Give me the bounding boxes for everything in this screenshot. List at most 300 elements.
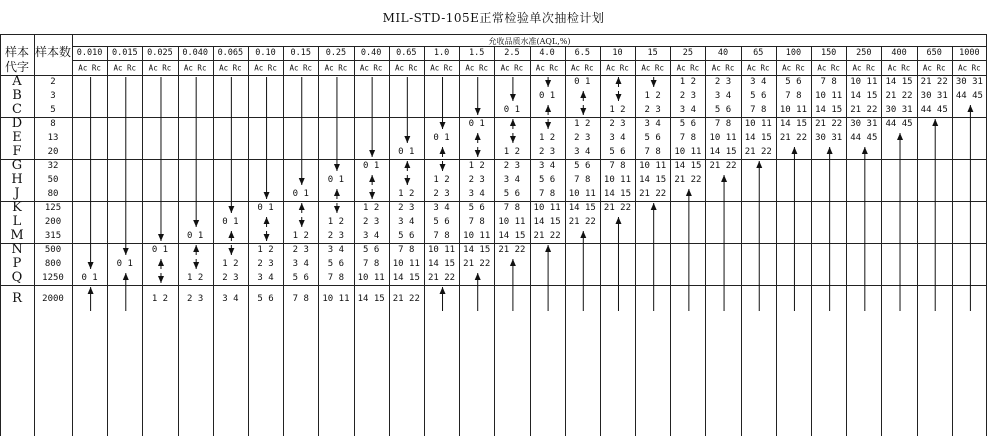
acrc-value: 14 15 [850, 91, 878, 101]
acrc-value: 10 11 [322, 294, 350, 304]
acrc-value: 0 1 [468, 119, 485, 129]
acrc-value: 0 1 [362, 161, 380, 171]
acrc-label: Ac Rc [395, 63, 418, 72]
acrc-value: 10 11 [357, 273, 385, 283]
arrow-up-icon [404, 161, 410, 168]
arrow-up-icon [756, 161, 762, 168]
sample-size: 80 [47, 189, 59, 199]
acrc-value: 3 4 [503, 175, 521, 185]
acrc-value: 21 22 [392, 294, 420, 304]
acrc-label: Ac Rc [78, 63, 101, 72]
sample-code: A [12, 74, 22, 89]
acrc-value: 1 2 [538, 133, 556, 143]
sample-code-header: 样本代字 [4, 45, 29, 74]
aql-level-label: 65 [753, 48, 764, 58]
acrc-value: 0 1 [81, 273, 98, 283]
acrc-value: 10 11 [744, 119, 772, 129]
arrow-down-icon [404, 178, 410, 185]
sample-code: J [14, 186, 20, 201]
arrow-down-icon [545, 80, 551, 87]
acrc-value: 7 8 [785, 91, 802, 101]
acrc-label: Ac Rc [289, 63, 313, 72]
acrc-label: Ac Rc [958, 63, 981, 72]
acrc-value: 7 8 [820, 77, 837, 87]
acrc-value: 0 1 [187, 231, 204, 241]
acrc-value: 3 4 [222, 294, 239, 304]
arrow-up-icon [721, 175, 727, 182]
arrow-up-icon [862, 147, 868, 154]
acrc-label: Ac Rc [113, 63, 137, 72]
acrc-value: 0 1 [327, 175, 345, 185]
acrc-value: 21 22 [533, 231, 561, 241]
arrow-up-icon [791, 147, 797, 154]
sample-size: 13 [47, 133, 59, 143]
acrc-value: 30 31 [920, 91, 948, 101]
acrc-value: 1 2 [151, 294, 169, 304]
acrc-label: Ac Rc [676, 63, 700, 72]
acrc-value: 5 6 [468, 203, 485, 213]
acrc-label: Ac Rc [430, 63, 453, 72]
acrc-value: 14 15 [427, 259, 456, 269]
acrc-value: 0 1 [433, 133, 450, 143]
acrc-value: 1 2 [187, 273, 204, 283]
acrc-label: Ac Rc [782, 63, 805, 72]
sample-code: M [10, 228, 24, 243]
acrc-value: 5 6 [433, 217, 450, 227]
arrow-down-icon [580, 108, 586, 115]
aql-level-label: 0.40 [360, 48, 382, 58]
acrc-value: 0 1 [574, 77, 591, 87]
arrow-up-icon [580, 231, 586, 238]
acrc-value: 14 15 [392, 273, 420, 283]
acrc-value: 30 31 [885, 105, 913, 115]
acrc-value: 14 15 [603, 189, 632, 199]
arrow-down-icon [228, 206, 234, 213]
acrc-value: 3 4 [257, 273, 274, 283]
acrc-value: 0 1 [257, 203, 274, 213]
sample-size: 50 [47, 175, 59, 185]
sample-size-header: 样本数 [35, 45, 72, 59]
arrow-down-icon [299, 178, 305, 185]
arrow-up-icon [228, 231, 234, 238]
acrc-value: 7 8 [503, 203, 521, 213]
arrow-down-icon [545, 122, 551, 129]
aql-level-label: 1.5 [469, 48, 485, 58]
sample-code: E [12, 130, 22, 145]
acrc-value: 5 6 [679, 119, 696, 129]
aql-level-label: 0.65 [396, 48, 417, 58]
acrc-value: 14 15 [885, 77, 913, 87]
acrc-value: 21 22 [815, 119, 843, 129]
acrc-value: 10 11 [709, 133, 737, 143]
acrc-label: Ac Rc [852, 63, 876, 72]
sample-code: R [12, 291, 22, 306]
aql-level-label: 1.0 [433, 48, 450, 58]
acrc-label: Ac Rc [465, 63, 488, 72]
sample-size: 2000 [42, 294, 64, 304]
acrc-value: 14 15 [568, 203, 596, 213]
acrc-value: 1 2 [362, 203, 380, 213]
acrc-value: 1 2 [574, 119, 591, 129]
acrc-label: Ac Rc [359, 63, 383, 72]
sample-code: F [12, 144, 22, 159]
arrow-up-icon [967, 105, 973, 112]
arrow-up-icon [475, 133, 481, 140]
acrc-value: 21 22 [639, 189, 667, 199]
acrc-value: 10 11 [427, 245, 456, 255]
acrc-value: 44 45 [920, 105, 948, 115]
acrc-value: 7 8 [644, 147, 661, 157]
sample-size: 32 [47, 161, 59, 171]
acrc-value: 21 22 [427, 273, 456, 283]
arrow-up-icon [158, 259, 164, 266]
acrc-value: 3 4 [433, 203, 450, 213]
sample-size: 200 [44, 217, 62, 227]
acrc-value: 7 8 [714, 119, 732, 129]
sample-size: 5 [50, 105, 56, 115]
acrc-value: 1 2 [222, 259, 239, 269]
arrow-up-icon [440, 147, 446, 154]
acrc-label: Ac Rc [922, 63, 946, 72]
acrc-value: 10 11 [850, 77, 878, 87]
acrc-value: 3 4 [714, 91, 732, 101]
acrc-value: 1 2 [468, 161, 485, 171]
acrc-value: 10 11 [639, 161, 667, 171]
acrc-value: 3 4 [750, 77, 767, 87]
aql-level-label: 0.10 [255, 48, 276, 58]
acrc-value: 2 3 [433, 189, 450, 199]
acrc-value: 5 6 [362, 245, 380, 255]
arrow-up-icon [88, 287, 94, 294]
acrc-value: 44 45 [885, 119, 913, 129]
acrc-label: Ac Rc [254, 63, 277, 72]
acrc-value: 2 3 [187, 294, 204, 304]
acrc-value: 3 4 [468, 189, 485, 199]
acrc-value: 2 3 [257, 259, 274, 269]
acrc-value: 21 22 [779, 133, 807, 143]
arrow-up-icon [615, 217, 621, 224]
acrc-label: Ac Rc [570, 63, 594, 72]
acrc-value: 5 6 [609, 147, 626, 157]
acrc-value: 5 6 [292, 273, 309, 283]
acrc-value: 21 22 [744, 147, 772, 157]
acrc-value: 2 3 [538, 147, 556, 157]
arrow-up-icon [510, 259, 516, 266]
arrow-down-icon [158, 276, 164, 283]
acrc-value: 0 1 [503, 105, 521, 115]
acrc-value: 2 3 [503, 161, 521, 171]
arrow-down-icon [299, 220, 305, 227]
acrc-label: Ac Rc [183, 63, 207, 72]
aql-header: 允收品质水准(AQL,%) [488, 37, 571, 46]
sample-size: 2 [50, 77, 56, 87]
arrow-down-icon [193, 262, 199, 269]
acrc-value: 5 6 [538, 175, 556, 185]
sample-code: L [12, 214, 22, 229]
sample-code: H [11, 172, 23, 187]
aql-level-label: 0.010 [76, 48, 103, 58]
acrc-value: 1 2 [433, 175, 450, 185]
arrow-down-icon [404, 136, 410, 143]
arrow-up-icon [897, 133, 903, 140]
acrc-label: Ac Rc [219, 63, 242, 72]
acrc-value: 10 11 [674, 147, 702, 157]
acrc-value: 1 2 [503, 147, 521, 157]
arrow-up-icon [827, 147, 833, 154]
aql-level-label: 25 [682, 48, 693, 58]
acrc-value: 2 3 [714, 77, 732, 87]
sample-code: Q [11, 270, 23, 285]
arrow-down-icon [475, 150, 481, 157]
acrc-value: 21 22 [674, 175, 702, 185]
acrc-value: 0 1 [151, 245, 169, 255]
acrc-value: 5 6 [327, 259, 345, 269]
acrc-label: Ac Rc [500, 63, 524, 72]
arrow-down-icon [651, 80, 657, 87]
acrc-value: 14 15 [709, 147, 737, 157]
acrc-value: 7 8 [750, 105, 767, 115]
sample-code: C [12, 102, 22, 117]
acrc-value: 3 4 [327, 245, 345, 255]
aql-level-label: 400 [891, 48, 907, 58]
aql-level-label: 0.15 [290, 48, 311, 58]
arrow-down-icon [369, 150, 375, 157]
aql-level-label: 0.040 [182, 48, 208, 58]
acrc-value: 3 4 [398, 217, 415, 227]
arrow-down-icon [510, 94, 516, 101]
aql-level-label: 4.0 [539, 48, 555, 58]
arrow-up-icon [510, 119, 516, 126]
arrow-up-icon [932, 119, 938, 126]
acrc-value: 14 15 [639, 175, 667, 185]
acrc-value: 0 1 [538, 91, 556, 101]
sample-code: N [11, 242, 23, 257]
acrc-value: 14 15 [357, 294, 385, 304]
acrc-value: 10 11 [498, 217, 526, 227]
acrc-value: 5 6 [503, 189, 521, 199]
arrow-down-icon [264, 192, 270, 199]
acrc-value: 3 4 [609, 133, 626, 143]
aql-level-label: 0.025 [147, 48, 173, 58]
aql-level-label: 6.5 [574, 48, 590, 58]
acrc-value: 21 22 [885, 91, 913, 101]
acrc-value: 10 11 [779, 105, 807, 115]
aql-level-label: 0.015 [111, 48, 138, 58]
aql-level-label: 10 [612, 48, 623, 58]
acrc-value: 0 1 [222, 217, 239, 227]
acrc-value: 7 8 [327, 273, 345, 283]
acrc-value: 10 11 [568, 189, 596, 199]
acrc-value: 2 3 [362, 217, 380, 227]
acrc-value: 10 11 [463, 231, 491, 241]
acrc-value: 7 8 [538, 189, 556, 199]
acrc-value: 3 4 [292, 259, 309, 269]
sample-code: D [11, 116, 23, 131]
acrc-value: 21 22 [709, 161, 737, 171]
arrow-down-icon [158, 234, 164, 241]
acrc-value: 30 31 [955, 77, 983, 87]
arrow-down-icon [88, 262, 94, 269]
arrow-down-icon [123, 248, 129, 255]
arrow-up-icon [123, 273, 129, 280]
acrc-value: 5 6 [714, 105, 732, 115]
acrc-value: 10 11 [815, 91, 843, 101]
aql-level-label: 150 [820, 48, 837, 58]
aql-level-label: 40 [717, 48, 729, 58]
acrc-value: 14 15 [463, 245, 491, 255]
arrow-up-icon [686, 189, 692, 196]
acrc-value: 2 3 [644, 105, 661, 115]
sample-size: 20 [47, 147, 59, 157]
arrow-up-icon [334, 189, 340, 196]
acrc-value: 7 8 [609, 161, 626, 171]
arrow-up-icon [193, 245, 199, 252]
acrc-value: 30 31 [815, 133, 843, 143]
acrc-value: 7 8 [679, 133, 696, 143]
acrc-value: 14 15 [498, 231, 526, 241]
acrc-value: 14 15 [674, 161, 702, 171]
sample-code: G [11, 158, 23, 173]
acrc-value: 3 4 [644, 119, 661, 129]
acrc-value: 5 6 [750, 91, 767, 101]
acrc-value: 10 11 [533, 203, 561, 213]
acrc-value: 21 22 [850, 105, 878, 115]
arrow-down-icon [440, 122, 446, 129]
acrc-value: 5 6 [574, 161, 591, 171]
arrow-down-icon [510, 136, 516, 143]
acrc-value: 1 2 [292, 231, 309, 241]
acrc-value: 7 8 [468, 217, 485, 227]
aql-level-label: 100 [785, 48, 802, 58]
arrow-up-icon [299, 203, 305, 210]
acrc-value: 30 31 [850, 119, 878, 129]
acrc-value: 2 3 [468, 175, 485, 185]
arrow-down-icon [228, 248, 234, 255]
sample-size: 315 [44, 231, 62, 241]
acrc-value: 0 1 [116, 259, 133, 269]
acrc-value: 3 4 [538, 161, 556, 171]
acrc-value: 14 15 [744, 133, 772, 143]
arrow-up-icon [615, 77, 621, 84]
sample-size: 800 [44, 259, 62, 269]
acrc-value: 2 3 [222, 273, 239, 283]
acrc-value: 7 8 [574, 175, 591, 185]
aql-level-label: 1000 [959, 48, 980, 58]
acrc-label: Ac Rc [324, 63, 348, 72]
acrc-value: 3 4 [679, 105, 696, 115]
acrc-value: 7 8 [398, 245, 415, 255]
acrc-value: 2 3 [679, 91, 696, 101]
acrc-value: 0 1 [398, 147, 415, 157]
aql-level-label: 2.5 [504, 48, 520, 58]
acrc-label: Ac Rc [746, 63, 770, 72]
arrow-down-icon [193, 220, 199, 227]
acrc-value: 44 45 [850, 133, 878, 143]
acrc-value: 5 6 [785, 77, 802, 87]
acrc-value: 1 2 [257, 245, 274, 255]
arrow-down-icon [475, 108, 481, 115]
acrc-value: 2 3 [327, 231, 345, 241]
acrc-value: 3 4 [574, 147, 591, 157]
arrow-down-icon [334, 206, 340, 213]
acrc-value: 7 8 [292, 294, 309, 304]
acrc-label: Ac Rc [711, 63, 735, 72]
acrc-label: Ac Rc [148, 63, 172, 72]
acrc-value: 1 2 [398, 189, 415, 199]
acrc-value: 7 8 [362, 259, 380, 269]
acrc-value: 3 4 [362, 231, 380, 241]
sample-code: B [12, 88, 22, 103]
acrc-label: Ac Rc [606, 63, 629, 72]
acrc-value: 21 22 [603, 203, 632, 213]
arrow-down-icon [334, 164, 340, 171]
sample-size: 8 [50, 119, 56, 129]
acrc-label: Ac Rc [641, 63, 664, 72]
acrc-value: 2 3 [609, 119, 626, 129]
arrow-up-icon [545, 105, 551, 112]
sample-size: 125 [44, 203, 62, 213]
acrc-value: 1 2 [679, 77, 696, 87]
aql-level-label: 15 [647, 48, 658, 58]
sample-size: 500 [44, 245, 62, 255]
acrc-label: Ac Rc [535, 63, 559, 72]
acrc-value: 5 6 [398, 231, 415, 241]
sample-size: 3 [50, 91, 56, 101]
acrc-value: 14 15 [779, 119, 807, 129]
acrc-value: 1 2 [609, 105, 626, 115]
aql-level-label: 250 [856, 48, 872, 58]
sample-code: P [12, 256, 22, 271]
acrc-value: 21 22 [920, 77, 948, 87]
acrc-value: 44 45 [955, 91, 983, 101]
acrc-value: 0 1 [292, 189, 309, 199]
acrc-value: 5 6 [644, 133, 661, 143]
arrow-down-icon [615, 94, 621, 101]
acrc-label: Ac Rc [887, 63, 911, 72]
arrow-up-icon [580, 91, 586, 98]
acrc-value: 21 22 [463, 259, 491, 269]
acrc-value: 21 22 [568, 217, 596, 227]
page-title: MIL-STD-105E正常检验单次抽检计划 [382, 11, 605, 25]
acrc-value: 2 3 [292, 245, 309, 255]
acrc-value: 21 22 [498, 245, 526, 255]
acrc-value: 2 3 [574, 133, 591, 143]
acrc-value: 1 2 [327, 217, 345, 227]
arrow-up-icon [545, 245, 551, 252]
arrow-up-icon [440, 287, 446, 294]
arrow-up-icon [264, 217, 270, 224]
acrc-value: 2 3 [398, 203, 415, 213]
aql-level-label: 650 [926, 48, 942, 58]
arrow-up-icon [369, 175, 375, 182]
acrc-value: 14 15 [533, 217, 561, 227]
sample-size: 1250 [42, 273, 64, 283]
arrow-down-icon [440, 164, 446, 171]
aql-level-label: 0.25 [325, 48, 347, 58]
arrow-down-icon [264, 234, 270, 241]
aql-level-label: 0.065 [217, 48, 244, 58]
acrc-value: 10 11 [603, 175, 632, 185]
acrc-value: 10 11 [392, 259, 420, 269]
arrow-up-icon [475, 273, 481, 280]
acrc-value: 14 15 [815, 105, 843, 115]
acrc-value: 7 8 [433, 231, 450, 241]
acrc-label: Ac Rc [817, 63, 840, 72]
acrc-value: 5 6 [257, 294, 274, 304]
acrc-value: 1 2 [644, 91, 661, 101]
arrow-down-icon [369, 192, 375, 199]
sample-code: K [12, 200, 22, 215]
